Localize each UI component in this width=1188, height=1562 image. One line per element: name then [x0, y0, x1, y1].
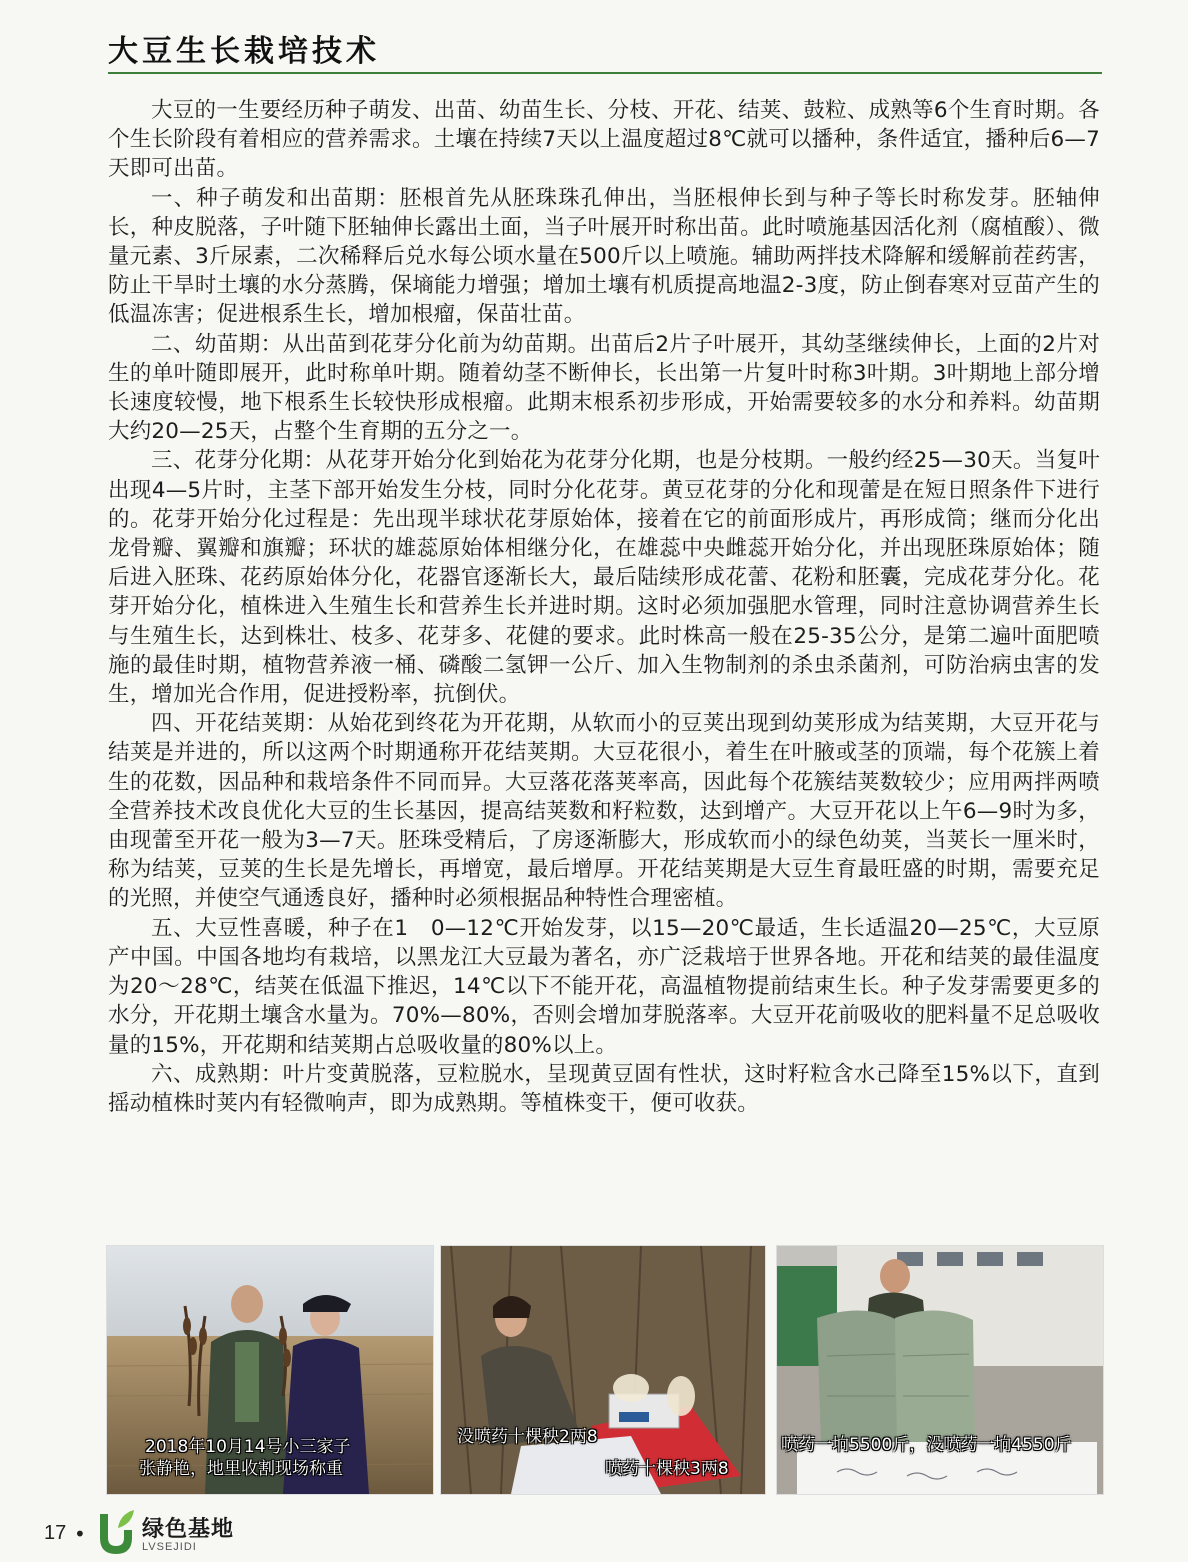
leaf-logo-icon — [94, 1508, 136, 1556]
photo-grain-bags — [776, 1245, 1104, 1495]
paragraph-maturity: 六、成熟期：叶片变黄脱落，豆粒脱水，呈现黄豆固有性状，这时籽粒含水己降至15%以下，直到摇动植株时荚内有轻微响声，即为成熟期。等植株变干，便可收获。 — [108, 1061, 1100, 1116]
page-footer — [44, 1508, 344, 1558]
paragraph-intro: 大豆的一生要经历种子萌发、出苗、幼苗生长、分枝、开花、结荚、鼓粒、成熟等6个生育时期。各个生长阶段有着相应的营养需求。土壤在持续7天以上温度超过8℃就可以播种，条件适宜，播种后6—7天即可出苗。 — [108, 98, 1100, 182]
paragraph-germination: 一、种子萌发和出苗期：胚根首先从胚珠珠孔伸出，当胚根伸长到与种子等长时称发芽。胚轴伸长，种皮脱落，子叶随下胚轴伸长露出土面，当子叶展开时称出苗。此时喷施基因活化剂（腐植酸）、微量元素、3斤尿素，二次稀释后兑水每公顷水量在500斤以上喷施。辅助两拌技术降解和缓解前茬药害，防止干旱时土壤的水分蒸腾，保墒能力增强；增加土壤有机质提高地温2-3度，防止倒春寒对豆苗产生的低温冻害；促进根系生长，增加根瘤，保苗壮苗。 — [108, 185, 1100, 328]
photo-caption-1-line-2: 张静艳，地里收割现场称重 — [139, 1459, 343, 1479]
photo-caption-3: 喷药一垧5500斤，没喷药一垧4550斤 — [781, 1435, 1072, 1455]
paragraph-flowering-podding: 四、开花结荚期：从始花到终花为开花期，从软而小的豆荚出现到幼荚形成为结荚期，大豆开花与结荚是并进的，所以这两个时期通称开花结荚期。大豆花很小，着生在叶腋或茎的顶端，每个花簇上着生的花数，因品种和栽培条件不同而异。大豆落花落荚率高，因此每个花簇结荚数较少；应用两拌两喷全营养技术改良优化大豆的生长基因，提高结荚数和籽粒数，达到增产。大豆开花以上午6—9时为多，由现蕾至开花一般为3—7天。胚珠受精后，了房逐渐膨大，形成软而小的绿色幼荚，当荚长一厘米时，称为结荚，豆荚的生长是先增长，再增宽，最后增厚。开花结荚期是大豆生育最旺盛的时期，需要充足的光照，并使空气通透良好，播种时必须根据品种特性合理密植。 — [108, 711, 1100, 912]
weighing-image — [441, 1246, 765, 1494]
page-title: 大豆生长栽培技术 — [108, 34, 380, 69]
paragraph-seedling: 二、幼苗期：从出苗到花芽分化前为幼苗期。出苗后2片子叶展开，其幼茎继续伸长，上面的2片对生的单叶随即展开，此时称单叶期。随着幼茎不断伸长，长出第一片复叶时称3叶期。3叶期地上部分增长速度较慢，地下根系生长较快形成根瘤。此期末根系初步形成，开始需要较多的水分和养料。幼苗期大约20—25天，占整个生育期的五分之一。 — [108, 331, 1100, 445]
page-number-dot: • — [74, 1522, 86, 1546]
photo-field-harvest — [106, 1245, 434, 1495]
brand-name: 绿色基地 — [142, 1517, 235, 1542]
brand-name-english: LVSEJIDI — [142, 1541, 197, 1553]
header-divider — [108, 72, 1102, 74]
article-body — [108, 96, 1100, 1118]
paragraph-bud-differentiation: 三、花芽分化期：从花芽开始分化到始花为花芽分化期，也是分枝期。一般约经25—30天。当复叶出现4—5片时，主茎下部开始发生分枝，同时分化花芽。黄豆花芽的分化和现蕾是在短日照条件下进行的。花芽开始分化过程是：先出现半球状花芽原始体，接着在它的前面形成片，再形成筒；继而分化出龙骨瓣、翼瓣和旗瓣；环状的雄蕊原始体相继分化，在雄蕊中央雌蕊开始分化，并出现胚珠原始体；随后进入胚珠、花药原始体分化，花器官逐渐长大，最后陆续形成花蕾、花粉和胚囊，完成花芽分化。花芽开始分化，植株进入生殖生长和营养生长并进时期。这时必须加强肥水管理，同时注意协调营养生长与生殖生长，达到株壮、枝多、花芽多、花健的要求。此时株高一般在25-35公分，是第二遍叶面肥喷施的最佳时期，植物营养液一桶、磷酸二氢钾一公斤、加入生物制剂的杀虫杀菌剂，可防治病虫害的发生，增加光合作用，促进授粉率，抗倒伏。 — [108, 448, 1100, 708]
photo-caption-2-line-2: 喷药十棵秧3两8 — [605, 1459, 729, 1479]
paragraph-temperature: 五、大豆性喜暖，种子在1 0—12℃开始发芽，以15—20℃最适，生长适温20—25℃，大豆原产中国。中国各地均有栽培，以黑龙江大豆最为著名，亦广泛栽培于世界各地。开花和结荚的最佳温度为20～28℃，结荚在低温下推迟，14℃以下不能开花，高温植物提前结束生长。种子发芽需要更多的水分，开花期土壤含水量为。70%—80%，否则会增加芽脱落率。大豆开花前吸收的肥料量不足总吸收量的15%，开花期和结荚期占总吸收量的80%以上。 — [108, 915, 1100, 1058]
grain-bags-image — [777, 1246, 1103, 1494]
photo-caption-1-line-1: 2018年10月14号小三家子 — [145, 1437, 351, 1457]
page-number: 17 — [44, 1522, 67, 1544]
photo-caption-2-line-1: 没喷药十棵秧2两8 — [457, 1427, 598, 1447]
photo-row — [106, 1245, 1102, 1493]
photo-weighing — [440, 1245, 766, 1495]
